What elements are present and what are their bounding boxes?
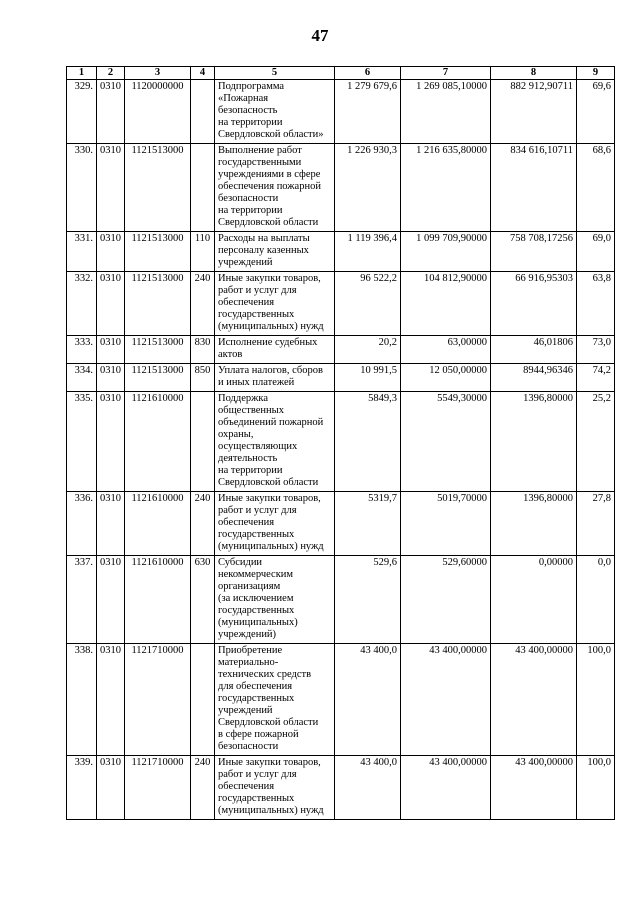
percent-cell: 63,8 [577, 272, 615, 336]
percent-cell: 69,6 [577, 80, 615, 144]
header-row [67, 67, 615, 80]
expense-type-cell [191, 144, 215, 232]
percent-cell: 68,6 [577, 144, 615, 232]
row-number-cell: 334. [67, 364, 97, 392]
section-code-cell: 0310 [97, 364, 125, 392]
target-article-cell: 1121513000 [125, 144, 191, 232]
table-row [67, 80, 615, 144]
percent-cell: 27,8 [577, 492, 615, 556]
limit-amount-cell: 529,60000 [401, 556, 491, 644]
section-code-cell: 0310 [97, 392, 125, 492]
section-code-cell: 0310 [97, 644, 125, 756]
executed-amount-cell: 1396,80000 [491, 392, 577, 492]
column-header: 9 [577, 67, 615, 80]
table-row [67, 336, 615, 364]
item-name-cell: Приобретение материально- технических средств для обеспечения государственных учреждений Свердловской области в сфере пожарной безопасности [215, 644, 335, 756]
target-article-cell: 1121513000 [125, 232, 191, 272]
table-row [67, 392, 615, 492]
expense-type-cell: 830 [191, 336, 215, 364]
target-article-cell: 1121513000 [125, 336, 191, 364]
limit-amount-cell: 43 400,00000 [401, 644, 491, 756]
planned-amount-cell: 20,2 [335, 336, 401, 364]
target-article-cell: 1121710000 [125, 756, 191, 820]
executed-amount-cell: 1396,80000 [491, 492, 577, 556]
expense-type-cell [191, 80, 215, 144]
target-article-cell: 1121513000 [125, 364, 191, 392]
table-row [67, 272, 615, 336]
row-number-cell: 331. [67, 232, 97, 272]
planned-amount-cell: 529,6 [335, 556, 401, 644]
planned-amount-cell: 1 279 679,6 [335, 80, 401, 144]
section-code-cell: 0310 [97, 272, 125, 336]
limit-amount-cell: 104 812,90000 [401, 272, 491, 336]
row-number-cell: 335. [67, 392, 97, 492]
percent-cell: 100,0 [577, 644, 615, 756]
planned-amount-cell: 43 400,0 [335, 644, 401, 756]
limit-amount-cell: 43 400,00000 [401, 756, 491, 820]
planned-amount-cell: 1 226 930,3 [335, 144, 401, 232]
item-name-cell: Иные закупки товаров, работ и услуг для обеспечения государственных (муниципальных) нужд [215, 272, 335, 336]
percent-cell: 0,0 [577, 556, 615, 644]
section-code-cell: 0310 [97, 492, 125, 556]
row-number-cell: 337. [67, 556, 97, 644]
percent-cell: 25,2 [577, 392, 615, 492]
executed-amount-cell: 43 400,00000 [491, 756, 577, 820]
table-body [67, 80, 615, 820]
percent-cell: 69,0 [577, 232, 615, 272]
table-row [67, 644, 615, 756]
percent-cell: 73,0 [577, 336, 615, 364]
planned-amount-cell: 43 400,0 [335, 756, 401, 820]
expense-type-cell: 240 [191, 272, 215, 336]
section-code-cell: 0310 [97, 336, 125, 364]
section-code-cell: 0310 [97, 556, 125, 644]
item-name-cell: Расходы на выплаты персоналу казенных учреждений [215, 232, 335, 272]
budget-table [66, 66, 615, 820]
target-article-cell: 1120000000 [125, 80, 191, 144]
executed-amount-cell: 43 400,00000 [491, 644, 577, 756]
table-row [67, 492, 615, 556]
column-header: 4 [191, 67, 215, 80]
section-code-cell: 0310 [97, 232, 125, 272]
expense-type-cell: 240 [191, 756, 215, 820]
column-header: 2 [97, 67, 125, 80]
column-header: 1 [67, 67, 97, 80]
expense-type-cell [191, 644, 215, 756]
limit-amount-cell: 1 216 635,80000 [401, 144, 491, 232]
column-header: 5 [215, 67, 335, 80]
limit-amount-cell: 12 050,00000 [401, 364, 491, 392]
expense-type-cell: 110 [191, 232, 215, 272]
section-code-cell: 0310 [97, 80, 125, 144]
planned-amount-cell: 5319,7 [335, 492, 401, 556]
target-article-cell: 1121610000 [125, 556, 191, 644]
column-header: 3 [125, 67, 191, 80]
target-article-cell: 1121610000 [125, 492, 191, 556]
executed-amount-cell: 834 616,10711 [491, 144, 577, 232]
limit-amount-cell: 5019,70000 [401, 492, 491, 556]
item-name-cell: Подпрограмма «Пожарная безопасность на территории Свердловской области» [215, 80, 335, 144]
row-number-cell: 332. [67, 272, 97, 336]
row-number-cell: 336. [67, 492, 97, 556]
item-name-cell: Поддержка общественных объединений пожарной охраны, осуществляющих деятельность на территории Свердловской области [215, 392, 335, 492]
table-row [67, 756, 615, 820]
row-number-cell: 333. [67, 336, 97, 364]
executed-amount-cell: 46,01806 [491, 336, 577, 364]
target-article-cell: 1121610000 [125, 392, 191, 492]
section-code-cell: 0310 [97, 144, 125, 232]
target-article-cell: 1121710000 [125, 644, 191, 756]
percent-cell: 100,0 [577, 756, 615, 820]
planned-amount-cell: 1 119 396,4 [335, 232, 401, 272]
executed-amount-cell: 882 912,90711 [491, 80, 577, 144]
percent-cell: 74,2 [577, 364, 615, 392]
item-name-cell: Исполнение судебных актов [215, 336, 335, 364]
limit-amount-cell: 63,00000 [401, 336, 491, 364]
item-name-cell: Иные закупки товаров, работ и услуг для обеспечения государственных (муниципальных) нужд [215, 492, 335, 556]
limit-amount-cell: 1 269 085,10000 [401, 80, 491, 144]
target-article-cell: 1121513000 [125, 272, 191, 336]
item-name-cell: Выполнение работ государственными учреждениями в сфере обеспечения пожарной безопасности на территории Свердловской области [215, 144, 335, 232]
planned-amount-cell: 10 991,5 [335, 364, 401, 392]
executed-amount-cell: 8944,96346 [491, 364, 577, 392]
row-number-cell: 330. [67, 144, 97, 232]
limit-amount-cell: 1 099 709,90000 [401, 232, 491, 272]
planned-amount-cell: 96 522,2 [335, 272, 401, 336]
table-row [67, 364, 615, 392]
row-number-cell: 329. [67, 80, 97, 144]
limit-amount-cell: 5549,30000 [401, 392, 491, 492]
expense-type-cell: 630 [191, 556, 215, 644]
table-row [67, 144, 615, 232]
executed-amount-cell: 758 708,17256 [491, 232, 577, 272]
column-header: 8 [491, 67, 577, 80]
table-row [67, 232, 615, 272]
expense-type-cell: 240 [191, 492, 215, 556]
item-name-cell: Иные закупки товаров, работ и услуг для обеспечения государственных (муниципальных) нужд [215, 756, 335, 820]
section-code-cell: 0310 [97, 756, 125, 820]
page-number: 47 [311, 26, 329, 45]
item-name-cell: Субсидии некоммерческим организациям (за исключением государственных (муниципальных) учреждений) [215, 556, 335, 644]
executed-amount-cell: 0,00000 [491, 556, 577, 644]
executed-amount-cell: 66 916,95303 [491, 272, 577, 336]
table-row [67, 556, 615, 644]
planned-amount-cell: 5849,3 [335, 392, 401, 492]
row-number-cell: 338. [67, 644, 97, 756]
column-header: 7 [401, 67, 491, 80]
row-number-cell: 339. [67, 756, 97, 820]
column-header: 6 [335, 67, 401, 80]
expense-type-cell [191, 392, 215, 492]
item-name-cell: Уплата налогов, сборов и иных платежей [215, 364, 335, 392]
expense-type-cell: 850 [191, 364, 215, 392]
